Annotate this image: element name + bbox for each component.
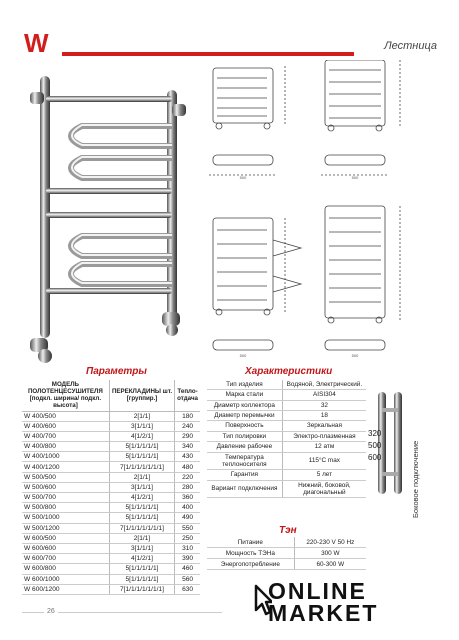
params-cell: 400: [175, 503, 200, 513]
chars-cell: Диаметр коллектора: [207, 400, 282, 410]
chars-cell: Электро-плазменная: [282, 431, 366, 441]
params-cell: 7[1/1/1/1/1/1/1]: [109, 584, 174, 594]
chars-cell: 32: [282, 400, 366, 410]
params-cell: 3[1/1/1]: [109, 543, 174, 553]
chars-cell: Диаметр перемычки: [207, 411, 282, 421]
chars-cell: Зеркальная: [282, 421, 366, 431]
params-title: Параметры: [86, 366, 147, 377]
params-cell: 360: [175, 493, 200, 503]
chars-row: [207, 442, 366, 452]
params-cell: 4[1/2/1]: [109, 431, 174, 441]
params-row: [22, 442, 200, 452]
size-500: 500: [368, 441, 382, 450]
ten-cell: 300 W: [294, 548, 366, 559]
params-cell: 2[1/1]: [109, 472, 174, 482]
dim-label-3: 500: [239, 353, 247, 358]
params-row: [22, 523, 200, 533]
params-row: [22, 543, 200, 553]
params-cell: W 400/800: [22, 442, 109, 452]
size-600: 600: [368, 453, 382, 462]
params-row: [22, 513, 200, 523]
chars-cell: Марка стали: [207, 390, 282, 400]
params-cell: W 500/1000: [22, 513, 109, 523]
chars-title: Характеристики: [245, 366, 333, 377]
params-cell: 460: [175, 564, 200, 574]
params-cell: 5[1/1/1/1/1]: [109, 513, 174, 523]
params-row: [22, 411, 200, 421]
params-row: [22, 564, 200, 574]
chars-cell: AISI304: [282, 390, 366, 400]
chars-cell: Тип изделия: [207, 380, 282, 390]
brand-line-market: MARKET: [268, 600, 379, 626]
chars-row: [207, 400, 366, 410]
params-row: [22, 554, 200, 564]
params-cell: W 600/500: [22, 533, 109, 543]
params-row: [22, 503, 200, 513]
params-cell: W 400/700: [22, 431, 109, 441]
params-cell: W 500/500: [22, 472, 109, 482]
params-cell: 2[1/1]: [109, 411, 174, 421]
params-cell: 4[1/2/1]: [109, 554, 174, 564]
chars-cell: Нижний, боковой, диагональный: [282, 480, 366, 498]
chars-row: [207, 452, 366, 470]
page-number: 26: [44, 608, 58, 615]
params-cell: 630: [175, 584, 200, 594]
params-row: [22, 462, 200, 472]
ten-row: [207, 537, 366, 548]
params-cell: W 500/800: [22, 503, 109, 513]
chars-row: [207, 380, 366, 390]
ten-row: [207, 548, 366, 559]
params-row: [22, 472, 200, 482]
dim-label-1: 500: [239, 175, 247, 180]
params-row: [22, 482, 200, 492]
chars-cell: Водяной, Электрический.: [282, 380, 366, 390]
series-title: Лестница: [384, 40, 437, 52]
connection-label: Боковое подключение: [411, 440, 420, 518]
chars-row: [207, 470, 366, 480]
ten-cell: 220-230 V 50 Hz: [294, 537, 366, 548]
chars-row: [207, 480, 366, 498]
params-cell: 250: [175, 533, 200, 543]
params-row: [22, 431, 200, 441]
params-cell: 5[1/1/1/1/1]: [109, 574, 174, 584]
params-cell: 490: [175, 513, 200, 523]
params-cell: 5[1/1/1/1/1]: [109, 503, 174, 513]
params-cell: 7[1/1/1/1/1/1/1]: [109, 462, 174, 472]
params-cell: 3[1/1/1]: [109, 421, 174, 431]
params-cell: W 600/700: [22, 554, 109, 564]
params-cell: 180: [175, 411, 200, 421]
ten-cell: 60-300 W: [294, 559, 366, 570]
chars-row: [207, 421, 366, 431]
params-cell: 5[1/1/1/1/1]: [109, 452, 174, 462]
ten-cell: Питание: [207, 537, 294, 548]
params-cell: 4[1/2/1]: [109, 493, 174, 503]
header-divider: [62, 52, 354, 56]
chars-row: [207, 431, 366, 441]
chars-cell: Тип полировки: [207, 431, 282, 441]
params-header-rungs: ПЕРЕКЛАДИНЫ шт. [группир.]: [109, 380, 174, 411]
params-cell: 340: [175, 442, 200, 452]
params-cell: W 600/600: [22, 543, 109, 553]
product-photo: [22, 66, 202, 366]
params-cell: W 400/600: [22, 421, 109, 431]
brand-line-online: ONLINE: [268, 578, 367, 604]
chars-cell: Вариант подключения: [207, 480, 282, 498]
params-cell: W 600/1200: [22, 584, 109, 594]
chars-cell: 12 атм: [282, 442, 366, 452]
params-cell: W 400/500: [22, 411, 109, 421]
params-cell: 480: [175, 462, 200, 472]
params-table: [22, 380, 200, 595]
chars-cell: Гарантия: [207, 470, 282, 480]
params-cell: 390: [175, 554, 200, 564]
params-row: [22, 584, 200, 594]
params-cell: 220: [175, 472, 200, 482]
brand-logo: W: [24, 28, 49, 58]
params-cell: 560: [175, 574, 200, 584]
dim-label-2: 500: [351, 175, 359, 180]
params-cell: 280: [175, 482, 200, 492]
params-cell: W 500/1200: [22, 523, 109, 533]
params-cell: 2[1/1]: [109, 533, 174, 543]
chars-row: [207, 390, 366, 400]
chars-cell: Давление рабочее: [207, 442, 282, 452]
ten-cell: Энергопотребление: [207, 559, 294, 570]
params-row: [22, 533, 200, 543]
connection-sizes: [368, 428, 381, 464]
params-cell: 240: [175, 421, 200, 431]
params-cell: 430: [175, 452, 200, 462]
params-row: [22, 574, 200, 584]
dim-label-4: 500: [351, 353, 359, 358]
params-row: [22, 493, 200, 503]
technical-drawings: [205, 60, 405, 360]
params-cell: 5[1/1/1/1/1]: [109, 442, 174, 452]
chars-cell: Температура теплоносителя: [207, 452, 282, 470]
params-cell: W 600/1000: [22, 574, 109, 584]
chars-cell: Поверхность: [207, 421, 282, 431]
ten-title: Тэн: [279, 525, 297, 536]
params-cell: 5[1/1/1/1/1]: [109, 564, 174, 574]
params-header-heat: Тепло- отдача: [175, 380, 200, 411]
chars-row: [207, 411, 366, 421]
params-cell: W 500/600: [22, 482, 109, 492]
params-cell: W 600/800: [22, 564, 109, 574]
ten-row: [207, 559, 366, 570]
params-row: [22, 421, 200, 431]
chars-cell: 18: [282, 411, 366, 421]
params-cell: 3[1/1/1]: [109, 482, 174, 492]
chars-table: [207, 380, 366, 498]
ten-cell: Мощность ТЭНа: [207, 548, 294, 559]
params-cell: 7[1/1/1/1/1/1/1]: [109, 523, 174, 533]
params-header-model: МОДЕЛЬ ПОЛОТЕНЦЕСУШИТЕЛЯ [подкл. ширина/ подкл. высота]: [22, 380, 109, 411]
size-320: 320: [368, 429, 382, 438]
chars-cell: 5 лет: [282, 470, 366, 480]
params-cell: W 400/1200: [22, 462, 109, 472]
chars-cell: 115°С max: [282, 452, 366, 470]
params-cell: W 500/700: [22, 493, 109, 503]
ten-table: [207, 537, 366, 570]
params-cell: W 400/1000: [22, 452, 109, 462]
params-row: [22, 452, 200, 462]
params-cell: 550: [175, 523, 200, 533]
params-cell: 290: [175, 431, 200, 441]
params-cell: 310: [175, 543, 200, 553]
